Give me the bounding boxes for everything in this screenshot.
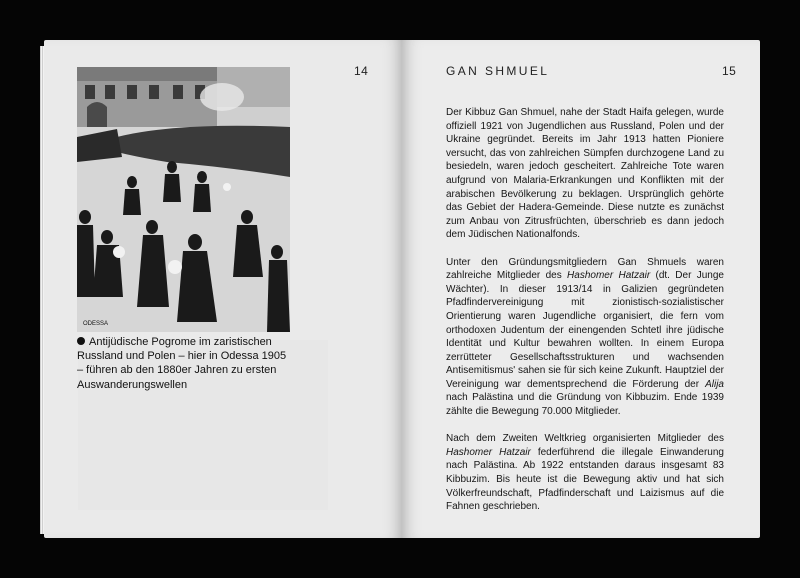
paragraph (446, 106, 724, 242)
book-spread (44, 40, 760, 538)
paragraph (446, 432, 724, 514)
page-edges (40, 46, 44, 534)
pogrom-photo (77, 67, 290, 332)
bullet-icon (77, 337, 85, 345)
text-segment: (dt. Der Junge Wächter). In dieser 1913/14 in Galizien gegründeten Pfadfindervereinigung mit zionistisch-sozialistischer Orientierung waren Jugendliche organisiert, die fern vom orthodoxen Judentum der einengenden Schtetl ihre jüdische Identität und Kultur bewahren wollten. In einem Europa zerrütteter Gesellschaftsstrukturen und wachsenden Antisemitismus' sahen sie für sich keine Zukunft. Hauptziel der Vereinigung war dementsprechend die Förderung der (446, 270, 724, 390)
italic-term: Alija (705, 378, 724, 390)
text-segment: Nach dem Zweiten Weltkrieg organisierten Mitglieder des (446, 433, 724, 445)
text-segment: nach Palästina und die Gründung von Kibbuzim. Ende 1939 zählte die Bewegung 70.000 Mitglieder. (446, 392, 724, 418)
paragraph (446, 256, 724, 419)
running-head: GAN SHMUEL (446, 64, 550, 78)
left-page (44, 40, 402, 538)
text-segment: federführend die illegale Einwanderung nach Palästina. Ab 1922 entstanden daraus insgesamt 83 Kibbuzim. Bis heute ist die Bewegung aktiv und hat sich Völkerfreundschaft, Pfadfinderschaft und Laizismus auf die Fahnen geschrieben. (446, 446, 724, 513)
text-segment: Unter den Gründungsmitgliedern Gan Shmuels waren zahlreiche Mitglieder des (446, 256, 724, 282)
italic-term: Hashomer Hatzair (567, 270, 651, 282)
page-number-left: 14 (354, 64, 369, 78)
right-page (402, 40, 760, 538)
engraving-illustration (77, 67, 290, 332)
photo-stamp: ODESSA (83, 321, 109, 327)
page-number-right: 15 (722, 64, 737, 78)
body-text (446, 106, 724, 527)
photo-caption (77, 335, 290, 392)
italic-term: Hashomer Hatzair (446, 446, 531, 458)
text-segment: Der Kibbuz Gan Shmuel, nahe der Stadt Haifa gelegen, wurde offiziell 1921 von Jugendlichen aus Russland, Polen und der Ukraine gegründet. Bereits im Jahr 1913 hatten Pioniere versucht, das von zahlreichen Sümpfen durchzogene Land zu besiedeln, waren jedoch gescheitert. Zahlreiche Tote waren aufgrund von Malaria-Erkrankungen und Konflikten mit der arabischen Bevölkerung zu beklagen. Ursprünglich gehörte das Gebiet der Hadera-Gemeinde. Diese nutzte es zunächst zum Anbau von Zitrusfrüchten, überschrieb es dann jedoch dem Jüdischen Nationalfonds. (446, 107, 724, 241)
caption-text: Antijüdische Pogrome im zaristischen Russland und Polen – hier in Odessa 1905 – führen ab den 1880er Jahren zu ersten Auswanderungswellen (77, 336, 287, 391)
